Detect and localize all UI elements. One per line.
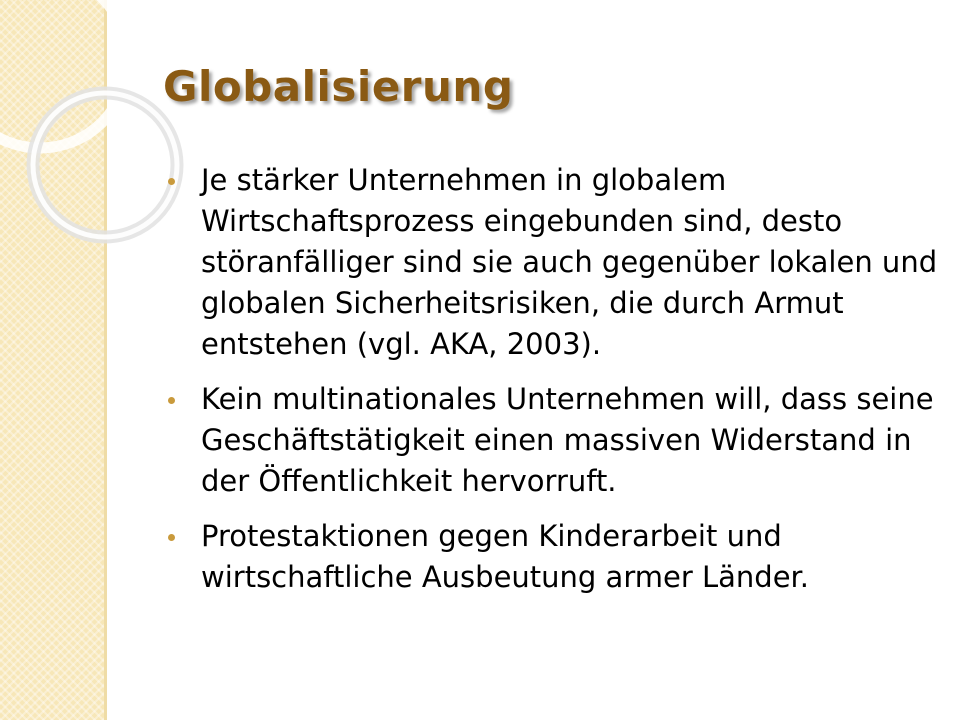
bullet-item [165, 379, 940, 502]
bullet-item [165, 160, 940, 365]
bullet-text: Je stärker Unternehmen in globalem Wirtschaftsprozess eingebunden sind, desto störanfälliger sind sie auch gegenüber lokalen und globalen Sicherheitsrisiken, die durch Armut entstehen (vgl. AKA, 2003). [201, 163, 938, 361]
bullet-dot-icon [168, 178, 175, 185]
bullet-text: Kein multinationales Unternehmen will, dass seine Geschäftstätigkeit einen massiven Widerstand in der Öffentlichkeit hervorruft. [201, 382, 934, 498]
bullet-dot-icon [168, 534, 175, 541]
ring-large [0, 0, 128, 148]
bullet-dot-icon [168, 397, 175, 404]
bullet-list [165, 160, 940, 612]
bullet-item [165, 516, 940, 598]
slide-title: Globalisierung [163, 62, 514, 111]
bullet-text: Protestaktionen gegen Kinderarbeit und wirtschaftliche Ausbeutung armer Länder. [201, 519, 810, 594]
